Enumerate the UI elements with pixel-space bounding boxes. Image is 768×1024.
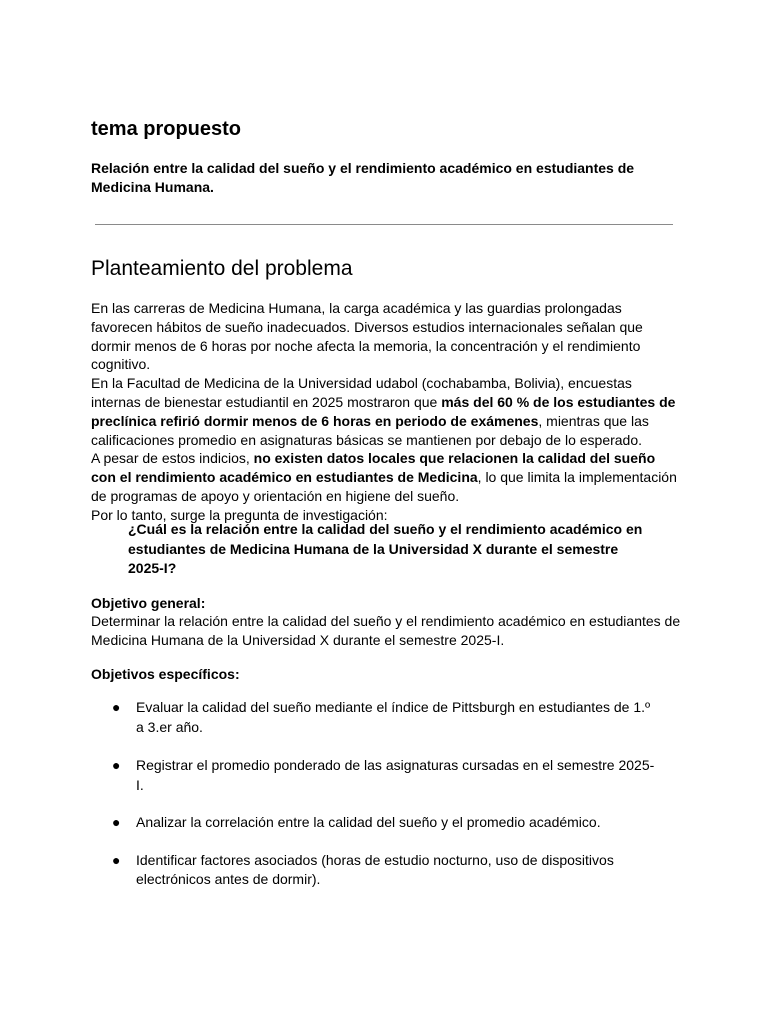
problem-p2-text-end: , mientras que las calificaciones promedio en asignaturas básicas se mantienen por debajo de lo esperado. bbox=[91, 412, 649, 448]
list-item bbox=[91, 756, 656, 795]
list-item bbox=[91, 813, 656, 833]
problem-p3-text-start: A pesar de estos indicios, bbox=[91, 450, 254, 467]
specific-objectives-list bbox=[91, 698, 681, 890]
bullet-icon: ● bbox=[112, 757, 121, 773]
problem-paragraph-2 bbox=[91, 374, 681, 449]
specific-objectives-label: Objetivos específicos: bbox=[91, 666, 240, 682]
objective-text: Evaluar la calidad del sueño mediante el índice de Pittsburgh en estudiantes de 1.º a 3.er año. bbox=[136, 699, 651, 735]
problem-paragraph-3 bbox=[91, 449, 681, 505]
bullet-icon: ● bbox=[112, 814, 121, 830]
problem-p3-highlight: no existen datos locales que relacionen la calidad del sueño con el rendimiento académico en estudiantes de Medicina bbox=[91, 450, 656, 486]
list-item bbox=[91, 698, 656, 737]
problem-statement bbox=[91, 299, 681, 525]
problem-paragraph-4: Por lo tanto, surge la pregunta de investigación: bbox=[91, 506, 388, 523]
problem-heading: Planteamiento del problema bbox=[91, 257, 353, 280]
objective-text: Registrar el promedio ponderado de las asignaturas cursadas en el semestre 2025-I. bbox=[136, 757, 655, 793]
horizontal-divider bbox=[95, 224, 673, 225]
topic-heading: tema propuesto bbox=[91, 118, 242, 140]
topic-title: Relación entre la calidad del sueño y el rendimiento académico en estudiantes de Medicina Humana. bbox=[91, 160, 635, 195]
research-question: ¿Cuál es la relación entre la calidad del sueño y el rendimiento académico en estudiantes de Medicina Humana de la Universidad X durante el semestre 2025-I? bbox=[128, 521, 643, 576]
objective-text: Analizar la correlación entre la calidad del sueño y el promedio académico. bbox=[136, 814, 601, 830]
problem-p2-highlight: más del 60 % de los estudiantes de preclínica refirió dormir menos de 6 horas en periodo de exámenes bbox=[91, 393, 676, 429]
problem-paragraph-1: En las carreras de Medicina Humana, la carga académica y las guardias prolongadas favorecen hábitos de sueño inadecuados. Diversos estudios internacionales señalan que dormir menos de 6 horas por noche afecta la memoria, la concentración y el rendimiento cognitivo. bbox=[91, 300, 643, 373]
bullet-icon: ● bbox=[112, 851, 121, 868]
general-objective-label: Objetivo general: bbox=[91, 595, 206, 611]
general-objective-text: Determinar la relación entre la calidad del sueño y el rendimiento académico en estudiantes de Medicina Humana de la Universidad X durante el semestre 2025-I. bbox=[91, 613, 681, 648]
bullet-icon: ● bbox=[112, 699, 121, 715]
list-item bbox=[91, 851, 656, 890]
problem-p3-text-end: , lo que limita la implementación de programas de apoyo y orientación en higiene del sueño. bbox=[91, 469, 677, 504]
objective-text: Identificar factores asociados (horas de estudio nocturno, uso de dispositivos electrónicos antes de dormir). bbox=[136, 851, 614, 887]
problem-p2-text-start: En la Facultad de Medicina de la Universidad udabol (cochabamba, Bolivia), encuestas internas de bienestar estudiantil en 2025 mostraron que bbox=[91, 375, 632, 410]
